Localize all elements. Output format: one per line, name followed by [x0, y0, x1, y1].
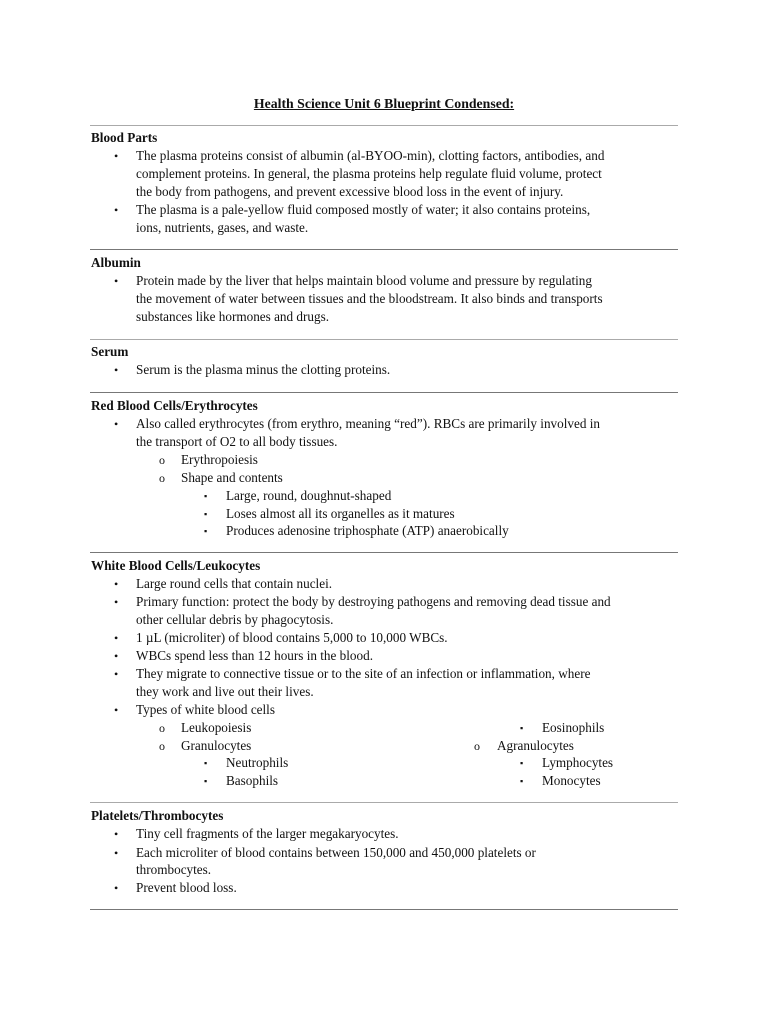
list-item-line: Protein made by the liver that helps maintain blood volume and pressure by regulating: [136, 273, 592, 288]
bullet-disc: •: [114, 577, 119, 591]
bullet-disc: •: [114, 274, 119, 288]
list-item-line: Primary function: protect the body by destroying pathogens and removing dead tissue and: [136, 594, 611, 609]
section-heading-serum: Serum: [91, 344, 129, 359]
bullet-disc: •: [114, 203, 119, 217]
list-item-line: Each microliter of blood contains between 150,000 and 450,000 platelets or: [136, 845, 536, 860]
list-item: Granulocytes: [181, 738, 252, 753]
list-item-line: other cellular debris by phagocytosis.: [136, 612, 334, 627]
section-heading-wbc: White Blood Cells/Leukocytes: [91, 558, 261, 573]
list-item: Erythropoiesis: [181, 452, 258, 467]
list-item: Produces adenosine triphosphate (ATP) anaerobically: [226, 523, 509, 538]
list-item: Eosinophils: [542, 720, 605, 735]
divider: [90, 125, 678, 126]
list-item-line: the body from pathogens, and prevent excessive blood loss in the event of injury.: [136, 184, 564, 199]
bullet-disc: •: [114, 667, 119, 681]
list-item-line: complement proteins. In general, the plasma proteins help regulate fluid volume, protect: [136, 166, 602, 181]
divider: [90, 552, 678, 553]
list-item-line: the movement of water between tissues and the bloodstream. It also binds and transports: [136, 291, 603, 306]
list-item: Monocytes: [542, 773, 601, 788]
list-item-line: They migrate to connective tissue or to the site of an infection or inflammation, where: [136, 666, 591, 681]
divider: [90, 802, 678, 803]
divider: [90, 909, 678, 910]
bullet-square: ▪: [204, 776, 208, 786]
list-item: Agranulocytes: [497, 738, 574, 753]
list-item-line: Serum is the plasma minus the clotting proteins.: [136, 362, 391, 377]
list-item-line: 1 µL (microliter) of blood contains 5,000 to 10,000 WBCs.: [136, 630, 448, 645]
bullet-disc: •: [114, 149, 119, 163]
list-item: Large, round, doughnut-shaped: [226, 488, 392, 503]
list-item-line: ions, nutrients, gases, and waste.: [136, 220, 309, 235]
list-item-line: substances like hormones and drugs.: [136, 309, 330, 324]
bullet-square: ▪: [204, 509, 208, 519]
bullet-circle: o: [159, 453, 165, 467]
bullet-square: ▪: [520, 723, 524, 733]
bullet-disc: •: [114, 649, 119, 663]
list-item-line: Types of white blood cells: [136, 702, 275, 717]
bullet-circle: o: [159, 721, 165, 735]
bullet-disc: •: [114, 595, 119, 609]
list-item-line: thrombocytes.: [136, 862, 212, 877]
divider: [90, 392, 678, 393]
bullet-square: ▪: [204, 758, 208, 768]
list-item-line: WBCs spend less than 12 hours in the blood.: [136, 648, 373, 663]
list-item: Basophils: [226, 773, 279, 788]
section-heading-rbc: Red Blood Cells/Erythrocytes: [91, 398, 258, 413]
list-item: Lymphocytes: [542, 755, 614, 770]
list-item-line: The plasma is a pale-yellow fluid composed mostly of water; it also contains proteins,: [136, 202, 591, 217]
bullet-disc: •: [114, 417, 119, 431]
bullet-disc: •: [114, 881, 119, 895]
bullet-square: ▪: [520, 758, 524, 768]
list-item: Leukopoiesis: [181, 720, 252, 735]
list-item-line: the transport of O2 to all body tissues.: [136, 434, 338, 449]
section-heading-blood-parts: Blood Parts: [91, 130, 158, 145]
bullet-disc: •: [114, 827, 119, 841]
section-heading-platelets: Platelets/Thrombocytes: [91, 808, 224, 823]
bullet-circle: o: [474, 739, 480, 753]
divider: [90, 339, 678, 340]
list-item: Neutrophils: [226, 755, 289, 770]
page-title: Health Science Unit 6 Blueprint Condensed:: [253, 96, 515, 111]
bullet-square: ▪: [204, 526, 208, 536]
bullet-disc: •: [114, 631, 119, 645]
list-item-line: Prevent blood loss.: [136, 880, 237, 895]
divider: [90, 249, 678, 250]
list-item-line: The plasma proteins consist of albumin (al-BYOO-min), clotting factors, antibodies, and: [136, 148, 605, 163]
bullet-circle: o: [159, 739, 165, 753]
list-item: Shape and contents: [181, 470, 283, 485]
list-item-line: Large round cells that contain nuclei.: [136, 576, 333, 591]
list-item: Loses almost all its organelles as it matures: [226, 506, 455, 521]
bullet-circle: o: [159, 471, 165, 485]
section-heading-albumin: Albumin: [91, 255, 141, 270]
list-item-line: they work and live out their lives.: [136, 684, 314, 699]
list-item-line: Also called erythrocytes (from erythro, meaning “red”). RBCs are primarily involved in: [136, 416, 600, 431]
list-item-line: Tiny cell fragments of the larger megakaryocytes.: [136, 826, 399, 841]
bullet-square: ▪: [204, 491, 208, 501]
bullet-square: ▪: [520, 776, 524, 786]
bullet-disc: •: [114, 703, 119, 717]
bullet-disc: •: [114, 846, 119, 860]
bullet-disc: •: [114, 363, 119, 377]
